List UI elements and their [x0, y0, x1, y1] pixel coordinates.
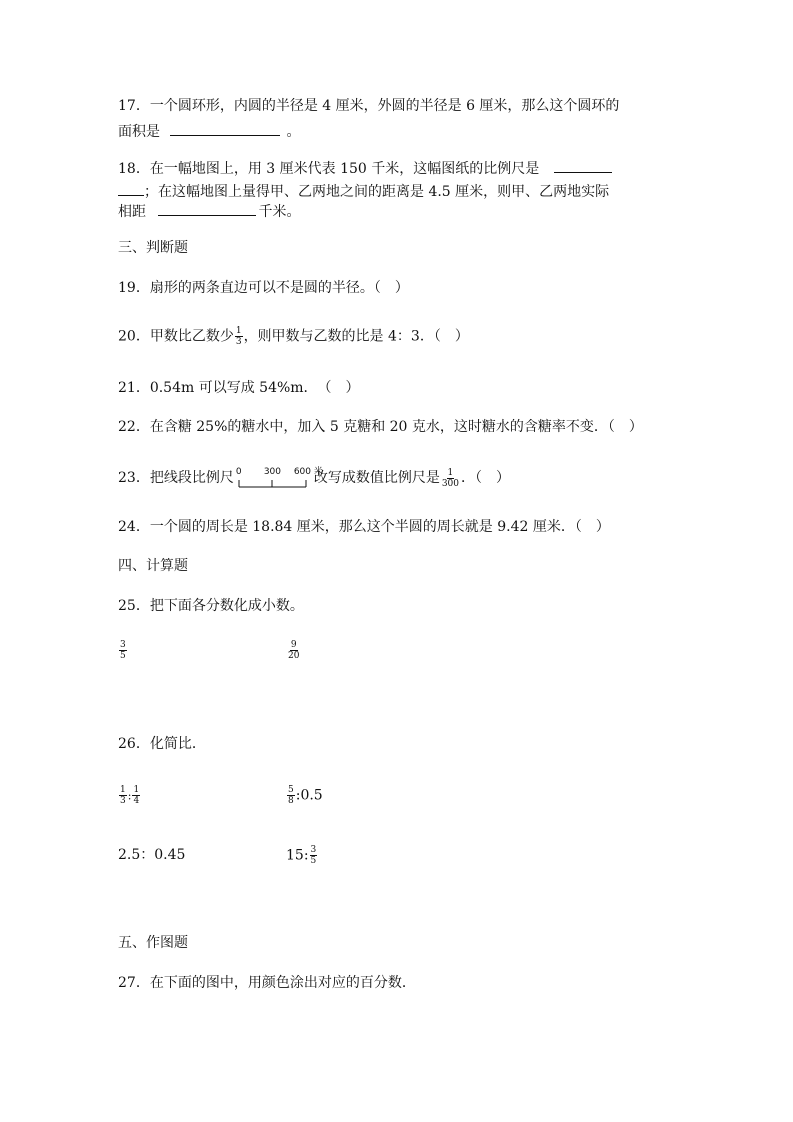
question-24: 24．一个圆的周长是 18.84 厘米，那么这个半圆的周长就是 9.42 厘米．（ ） [118, 519, 610, 535]
question-17-line2 [118, 121, 300, 142]
question-17-suffix: 。 [286, 124, 301, 140]
scale-bar-icon [238, 478, 310, 488]
question-23 [118, 464, 510, 492]
question-26-title: 26．化简比． [118, 736, 206, 752]
question-22: 22．在含糖 25%的糖水中，加入 5 克糖和 20 克水，这时糖水的含糖率不变．（ ） [118, 419, 643, 435]
question-18-text2: ；在这幅地图上量得甲、乙两地之间的距离是 4.5 厘米，则甲、乙两地实际 [144, 184, 610, 200]
q26-ratio-a: $\frac{1}{3}$ : $\frac{1}{4}$ [120, 785, 140, 806]
answer-blank-18a[interactable] [554, 158, 612, 173]
line-scale-ruler [235, 464, 323, 492]
fraction-one-third: $\frac{1}{3}$ [235, 326, 242, 347]
q26-ratio-c: 2.5：0.45 [118, 847, 186, 863]
question-19: 19．扇形的两条直边可以不是圆的半径。（ ） [118, 280, 409, 296]
answer-blank-18a-cont[interactable] [118, 181, 144, 196]
question-18-line2 [118, 181, 609, 202]
question-18-text1: 18．在一幅地图上，用 3 厘米代表 150 千米，这幅图纸的比例尺是 [118, 161, 540, 177]
question-17-line1: 17．一个圆环形，内圆的半径是 4 厘米，外圆的半径是 6 厘米，那么这个圆环的 [118, 98, 620, 114]
question-23-middle: 改写成数值比例尺是 [313, 470, 440, 486]
section-heading-judgement: 三、判断题 [118, 240, 188, 256]
q26-ratio-b: $\frac{5}{8}$ :0.5 [288, 785, 323, 806]
q25-fraction-b: $\frac{9}{20}$ [288, 640, 300, 661]
question-18-line1 [118, 158, 612, 179]
question-18-suffix3: 千米。 [258, 204, 301, 220]
answer-blank-17[interactable] [170, 121, 280, 136]
scale-label-0: 0 [235, 467, 242, 477]
question-18-line3 [118, 201, 300, 222]
question-20 [118, 326, 469, 347]
question-23-suffix: ．（ ） [461, 470, 511, 486]
q25-fraction-a: $\frac{3}{5}$ [120, 640, 126, 661]
scale-label-300: 300 [263, 467, 282, 477]
section-heading-drawing: 五、作图题 [118, 935, 188, 951]
question-18-prefix3: 相距 [118, 204, 146, 220]
question-17-prefix: 面积是 [118, 124, 160, 140]
q26-ratio-d: 15: $\frac{3}{5}$ [286, 845, 317, 866]
question-27: 27．在下面的图中，用颜色涂出对应的百分数． [118, 975, 416, 991]
scale-label-600: 600 米 [293, 467, 323, 477]
question-20-prefix: 20．甲数比乙数少 [118, 328, 234, 345]
question-25-title: 25．把下面各分数化成小数。 [118, 598, 304, 614]
answer-blank-18b[interactable] [158, 201, 256, 216]
section-heading-calculation: 四、计算题 [118, 558, 188, 574]
question-23-prefix: 23．把线段比例尺 [118, 470, 234, 486]
question-21: 21．0.54m 可以写成 54%m． （ ） [118, 380, 360, 396]
fraction-one-three-hundred: $\frac{1}{300}$ [441, 467, 460, 489]
question-20-suffix: ，则甲数与乙数的比是 4：3．（ ） [243, 328, 469, 345]
